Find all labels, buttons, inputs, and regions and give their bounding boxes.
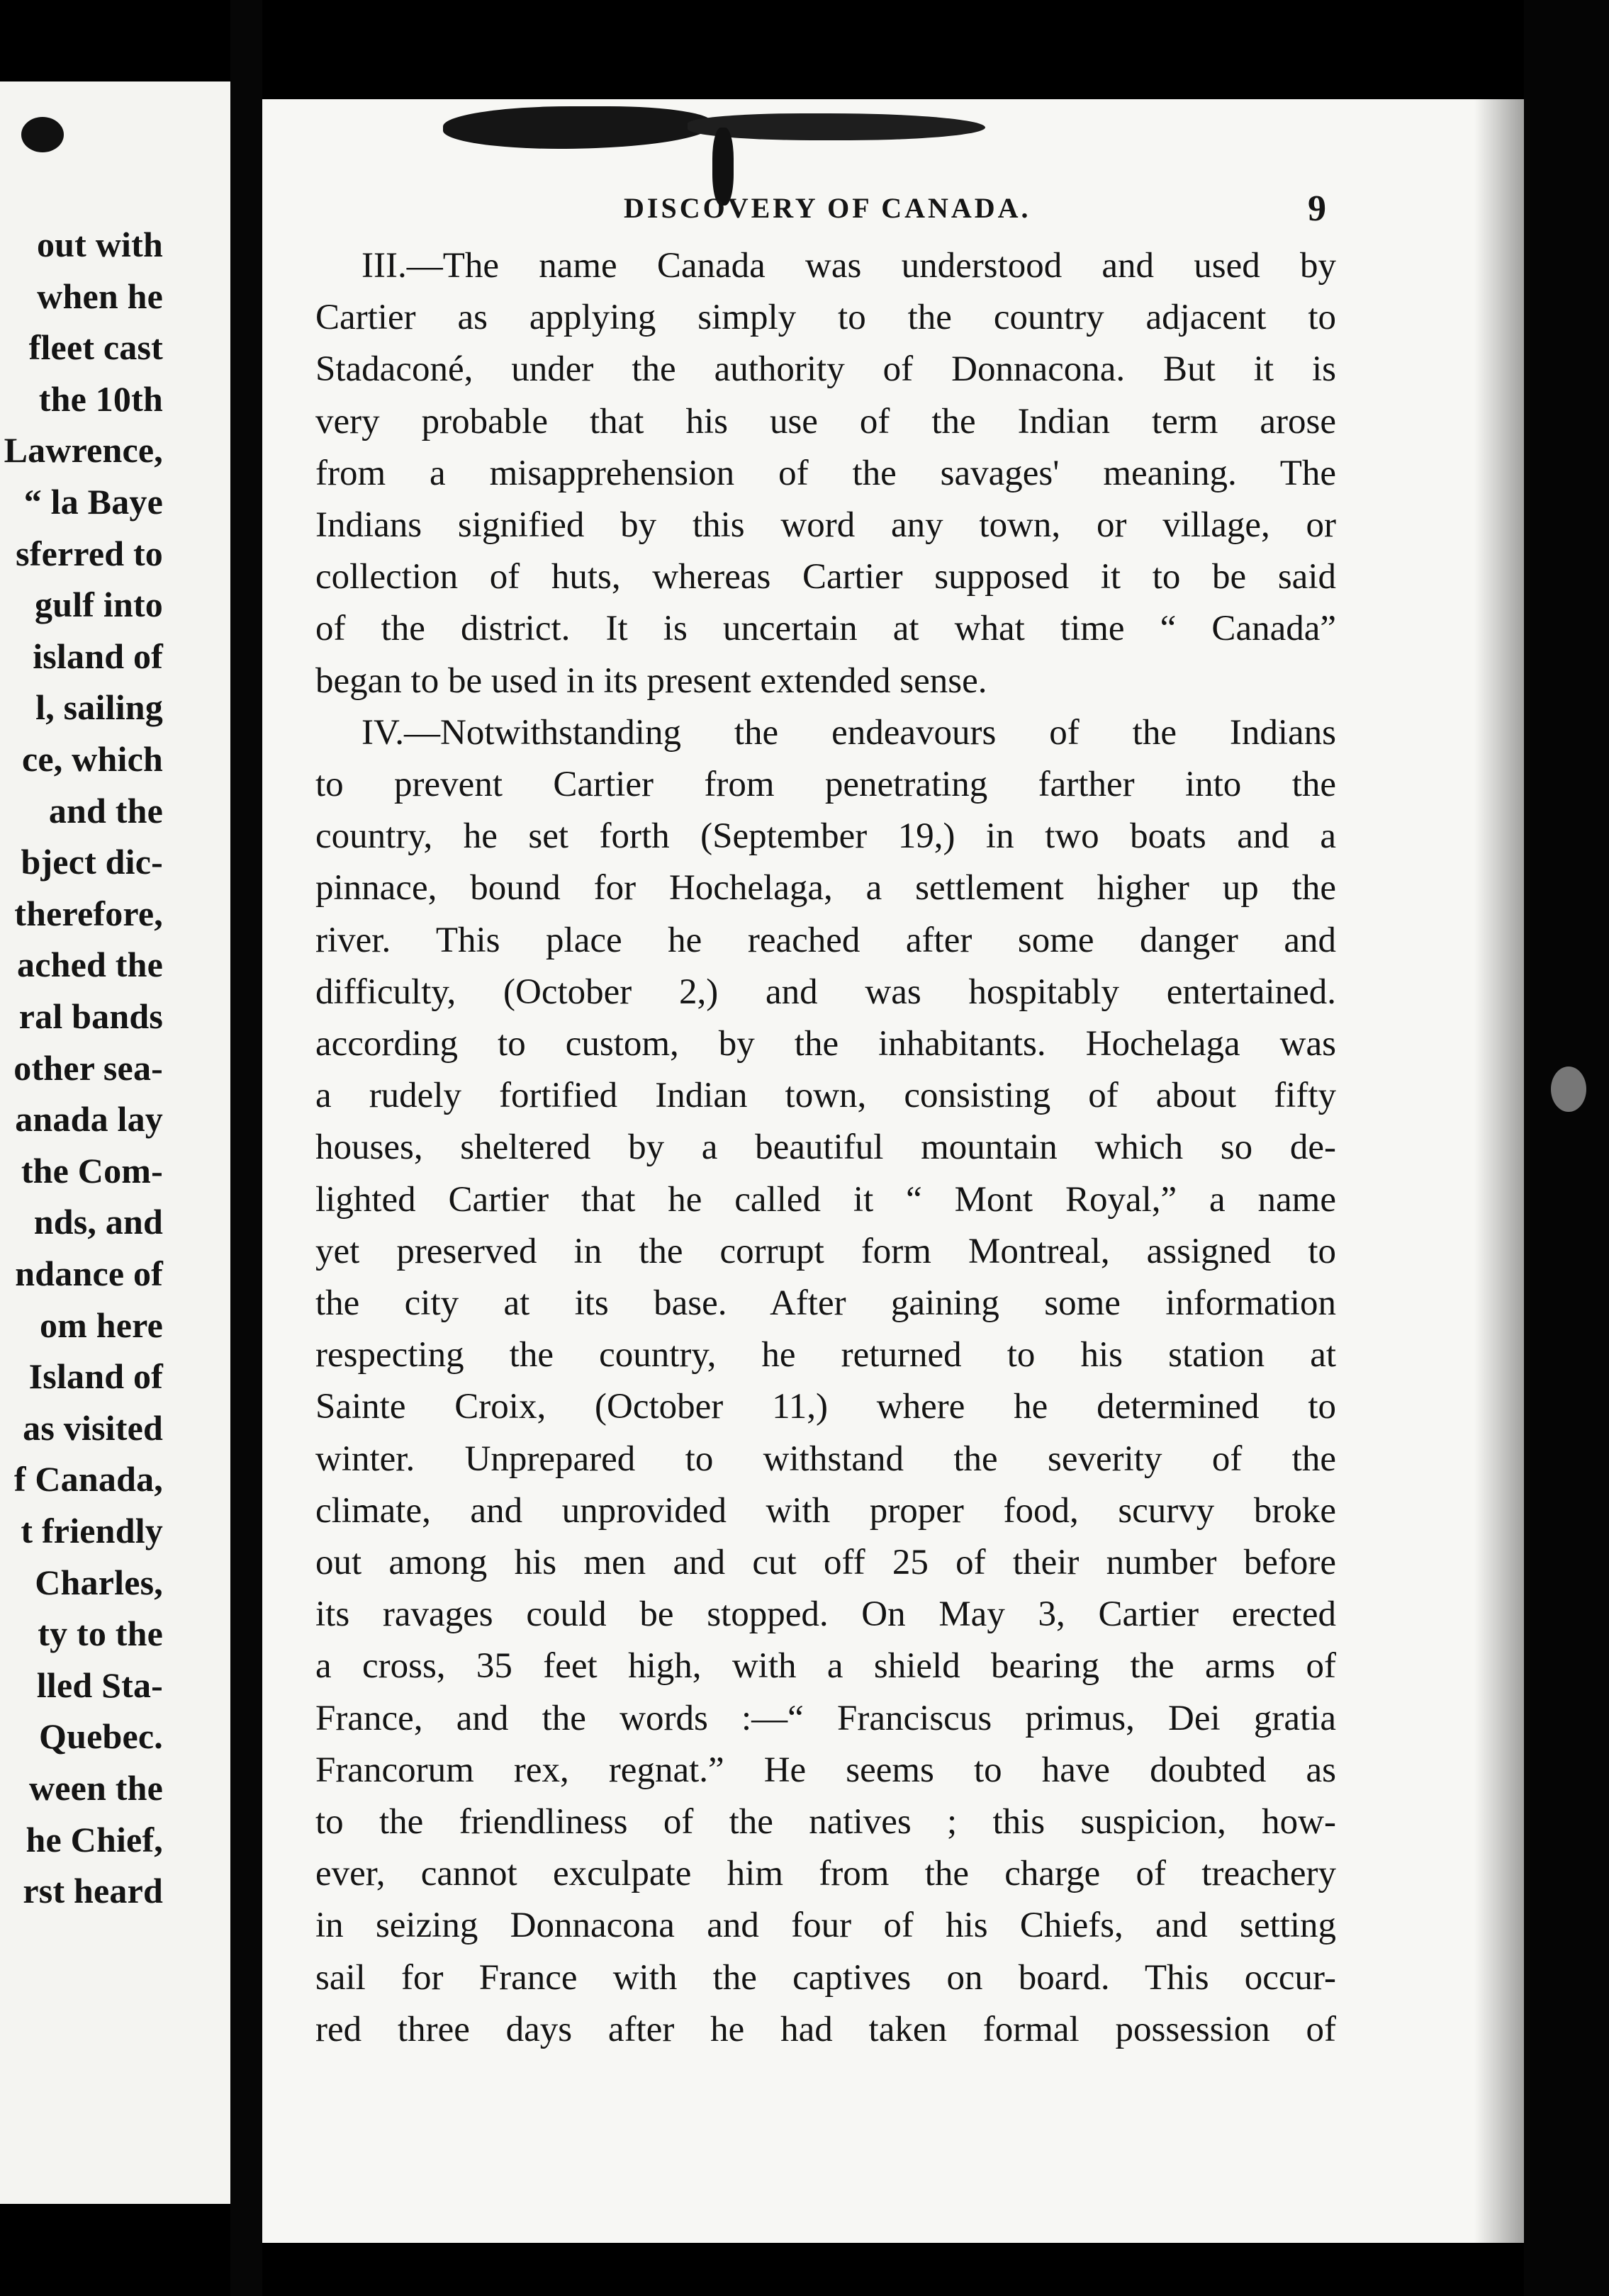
facing-text-line: as visited [23,1407,163,1448]
text-line: respecting the country, he returned to his station at [315,1335,1336,1375]
facing-text-line: ached the [17,945,163,985]
facing-text-line: anada lay [15,1099,163,1139]
text-line: Stadaconé, under the authority of Donnacona. But it is [315,349,1336,390]
facing-text-line: ty to the [38,1614,163,1654]
facing-text-line: the 10th [38,378,163,419]
facing-text-line: “ la Baye [23,482,163,522]
text-line: pinnace, bound for Hochelaga, a settlement higher up the [315,868,1336,908]
text-line: to prevent Cartier from penetrating farther into the [315,765,1336,804]
edge-smudge [1551,1067,1586,1112]
page-number: 9 [1308,188,1326,229]
text-line: sail for France with the captives on board. This occur- [315,1957,1336,1998]
text-line: according to custom, by the inhabitants. Hochelaga was [315,1024,1336,1064]
facing-text-line: lled Sta- [36,1665,163,1705]
text-line: Sainte Croix, (October 11,) where he determined to [315,1387,1336,1427]
text-line: of the district. It is uncertain at what time “ Canada” [315,609,1336,649]
text-line: in seizing Donnacona and four of his Chiefs, and setting [315,1906,1336,1946]
page-stack-edge [1524,0,1609,2296]
facing-text-line: gulf into [35,585,163,625]
facing-text-line: other sea- [13,1047,163,1088]
text-line: difficulty, (October 2,) and was hospitably entertained. [315,972,1336,1012]
text-line: yet preserved in the corrupt form Montreal, assigned to [315,1231,1336,1271]
text-line: Cartier as applying simply to the country adjacent to [315,298,1336,338]
text-line: a cross, 35 feet high, with a shield bearing the arms of [315,1646,1336,1687]
facing-text-line: Lawrence, [4,430,163,471]
facing-text-line: the Com- [21,1150,163,1191]
text-line: collection of huts, whereas Cartier supposed it to be said [315,557,1336,597]
text-line: from a misapprehension of the savages' meaning. The [315,453,1336,493]
text-line: ever, cannot exculpate him from the charge of treachery [315,1854,1336,1894]
text-line: climate, and unprovided with proper food, scurvy broke [315,1490,1336,1531]
text-line: its ravages could be stopped. On May 3, Cartier erected [315,1594,1336,1635]
facing-text-line: nds, and [33,1202,163,1242]
facing-text-line: om here [39,1305,163,1345]
text-line: France, and the words :—“ Franciscus primus, Dei gratia [315,1698,1336,1738]
facing-page-fragment [0,81,230,2204]
facing-text-line: t friendly [21,1511,163,1551]
text-line: red three days after he had taken formal possession of [315,2009,1336,2049]
facing-text-line: ween the [28,1768,163,1808]
facing-text-line: Charles, [35,1562,163,1602]
text-line: IV.—Notwithstanding the endeavours of the Indians [361,712,1336,753]
facing-text-line: ndance of [15,1254,163,1293]
running-head: DISCOVERY OF CANADA. [624,192,1031,224]
ink-blot [688,113,985,140]
facing-text-line: rst heard [23,1871,163,1911]
facing-text-line: l, sailing [35,687,163,728]
book-gutter [230,0,262,2296]
facing-text-line: ral bands [18,996,163,1036]
facing-text-line: Quebec. [39,1716,163,1757]
facing-text-line: when he [37,276,163,316]
text-line: Indians signified by this word any town, or village, or [315,505,1336,545]
text-line: the city at its base. After gaining some information [315,1283,1336,1323]
facing-text-line: therefore, [14,893,163,933]
text-line: country, he set forth (September 19,) in two boats and a [315,816,1336,857]
text-line: very probable that his use of the Indian term arose [315,401,1336,441]
facing-text-line: ce, which [22,739,163,779]
facing-text-line: f Canada, [13,1459,163,1499]
text-line: a rudely fortified Indian town, consisting of about fifty [315,1076,1336,1116]
text-line: winter. Unprepared to withstand the severity of the [315,1439,1336,1479]
page-curl-shadow [1474,99,1524,2243]
ink-blot [21,117,64,152]
text-line: houses, sheltered by a beautiful mountain which so de- [315,1127,1336,1168]
facing-text-line: Island of [28,1356,163,1397]
facing-text-line: sferred to [16,533,163,573]
text-line: III.—The name Canada was understood and used by [361,246,1336,286]
text-line: river. This place he reached after some danger and [315,920,1336,960]
facing-text-line: out with [36,225,163,264]
facing-text-line: fleet cast [28,327,163,368]
facing-text-line: island of [33,636,163,676]
facing-text-line: bject dic- [21,842,163,882]
ink-blot [443,106,712,149]
book-page [262,99,1524,2243]
facing-text-line: and the [48,790,163,831]
text-line: out among his men and cut off 25 of their number before [315,1543,1336,1582]
text-line: lighted Cartier that he called it “ Mont Royal,” a name [315,1179,1336,1220]
text-line: began to be used in its present extended sense. [315,660,987,701]
facing-text-line: he Chief, [26,1819,163,1859]
text-line: to the friendliness of the natives ; this suspicion, how- [315,1802,1336,1842]
text-line: Francorum rex, regnat.” He seems to have doubted as [315,1750,1336,1790]
